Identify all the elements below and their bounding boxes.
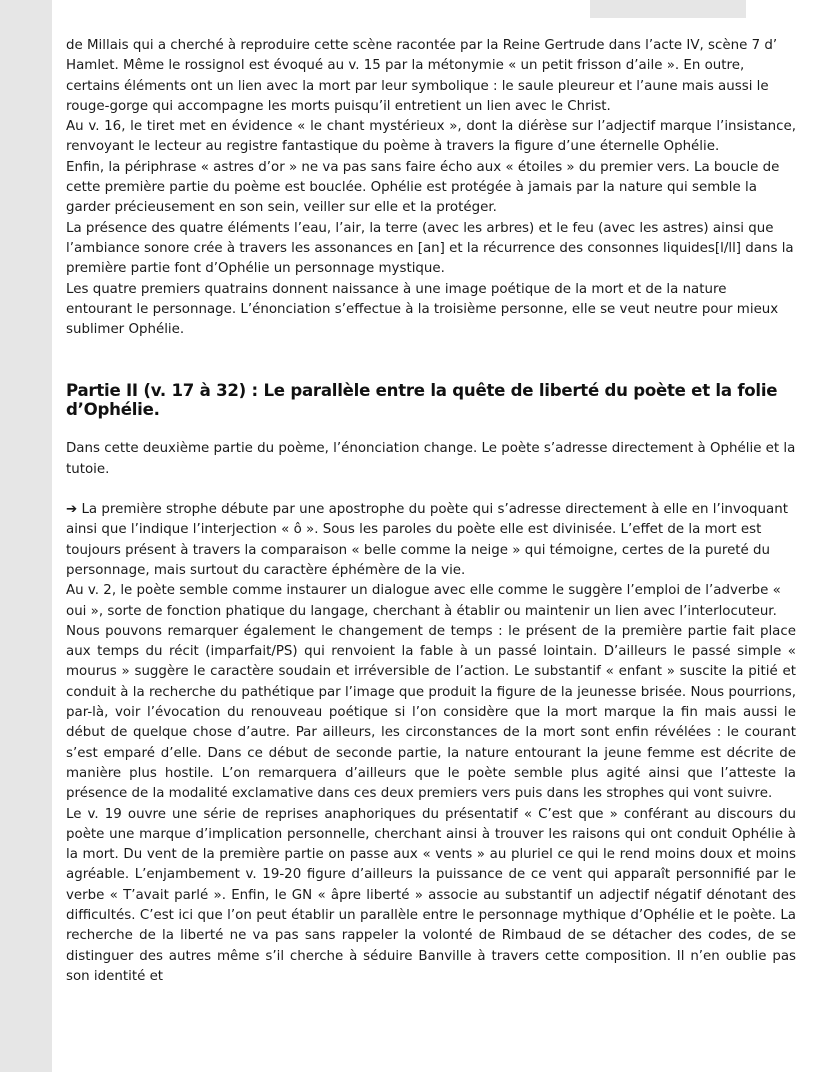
paragraph-millais-symbolism: de Millais qui a cherché à reproduire cette scène racontée par la Reine Gertrude dans l’acte IV, scène 7 d’ Hamlet. Même le rossignol est évoqué au v. 15 par la métonymie « un petit frisson d’aile ». En outre, certains éléments ont un lien avec la mort par leur symbolique : le saule pleureur et l’aune mais aussi le rouge-gorge qui accompagne les morts puisqu’il entretient un lien avec le Christ. [66, 38, 778, 114]
section-heading-partie-2: Partie II (v. 17 à 32) : Le parallèle entre la quête de liberté du poète et la folie d’Ophélie. [66, 381, 778, 420]
paragraph-part2-intro: Dans cette deuxième partie du poème, l’énonciation change. Le poète s’adresse directement à Ophélie et la tutoie. [66, 441, 796, 477]
paragraph-quatre-elements: La présence des quatre éléments l’eau, l’air, la terre (avec les arbres) et le feu (avec les astres) ainsi que l’ambiance sonore crée à travers les assonances en [an] et la récurrence des consonnes liquides[l/ll] dans la première partie font d’Ophélie un personnage mystique. [66, 220, 794, 277]
document-body [66, 36, 796, 987]
section-gap [66, 340, 796, 381]
paragraph-changement-temps: Nous pouvons remarquer également le changement de temps : le présent de la première partie fait place aux temps du récit (imparfait/PS) qui renvoient la fable à un passé lointain. D’ailleurs le passé simple « mourus » suggère le caractère soudain et irréversible de l’action. Le substantif « enfant » suscite la pitié et conduit à la recherche du pathétique par l’image que produit la figure de la jeunesse brisée. Nous pourrions, par-là, voir l’évocation du renouveau poétique si l’on considère que la mort marque la fin mais aussi le début de quelque chose d’autre. Par ailleurs, les circonstances de la mort sont enfin révélées : le courant s’est emparé d’elle. Dans ce début de seconde partie, la nature entourant la jeune femme est décrite de manière plus hostile. L’on remarquera d’ailleurs que le poète semble plus agité ainsi que l’atteste la présence de la modalité exclamative dans ces deux premiers vers puis dans les strophes qui vont suivre. [66, 623, 796, 802]
paragraph-astres-dor: Enfin, la périphrase « astres d’or » ne va pas sans faire écho aux « étoiles » du premier vers. La boucle de cette première partie du poème est bouclée. Ophélie est protégée à jamais par la nature qui semble la garder précieusement en son sein, veiller sur elle et la protéger. [66, 159, 780, 216]
paragraph-v16-dash: Au v. 16, le tiret met en évidence « le chant mystérieux », dont la diérèse sur l’adjectif marque l’insistance, renvoyant le lecteur au registre fantastique du poème à travers la figure d’une éternelle Ophélie. [66, 119, 796, 155]
heading-gap [66, 419, 796, 439]
paragraph-apostrophe: ➔ La première strophe débute par une apostrophe du poète qui s’adresse directement à elle en l’invoquant ainsi que l’indique l’interjection « ô ». Sous les paroles du poète elle est divinisée. L’effet de la mort est toujours présent à travers la comparaison « belle comme la neige » qui témoigne, certes de la pureté du personnage, mais surtout du caractère éphémère de la vie. [66, 502, 788, 578]
paragraph-v2-dialogue: Au v. 2, le poète semble comme instaurer un dialogue avec elle comme le suggère l’emploi de l’adverbe « oui », sorte de fonction phatique du langage, cherchant à établir ou maintenir un lien avec l’interlocuteur. [66, 583, 781, 619]
blank-line [66, 480, 796, 500]
top-header-tab [590, 0, 746, 18]
paragraph-v19-anaphore: Le v. 19 ouvre une série de reprises anaphoriques du présentatif « C’est que » conférant au discours du poète une marque d’implication personnelle, cherchant ainsi à trouver les raisons qui ont conduit Ophélie à la mort. Du vent de la première partie on passe aux « vents » au pluriel ce qui le rend moins doux et moins agréable. L’enjambement v. 19-20 figure d’ailleurs la puissance de ce vent qui apparaît personnifié par le verbe « T’avait parlé ». Enfin, le GN « âpre liberté » associe au substantif un adjectif négatif dénotant des difficultés. C’est ici que l’on peut établir un parallèle entre le personnage mythique d’Ophélie et le poète. La recherche de la liberté ne va pas sans rappeler la volonté de Rimbaud de se détacher des codes, de se distinguer des autres même s’il cherche à séduire Banville à travers cette composition. Il n’en oublie pas son identité et [66, 806, 796, 984]
paragraph-quatre-quatrains: Les quatre premiers quatrains donnent naissance à une image poétique de la mort et de la nature entourant le personnage. L’énonciation s’effectue à la troisième personne, elle se veut neutre pour mieux sublimer Ophélie. [66, 281, 779, 338]
left-margin-strip [0, 0, 52, 1072]
